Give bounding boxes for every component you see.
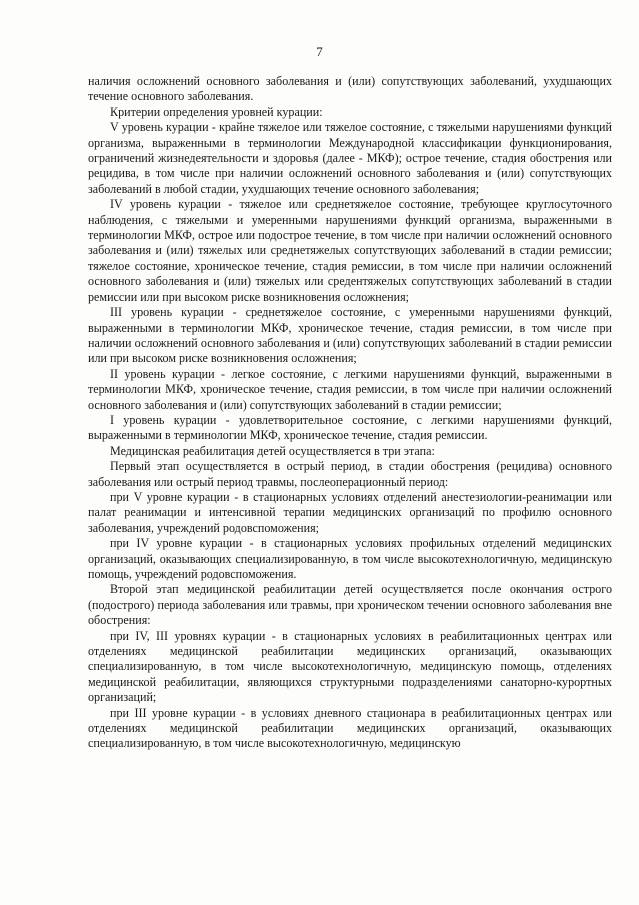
paragraph-second-stage: Второй этап медицинской реабилитации детей осуществляется после окончания острого (подострого) периода заболевания или травмы, при хроническом течении основного заболевания вне обострения: — [88, 582, 612, 628]
paragraph-second-stage-level-3: при III уровне курации - в условиях дневного стационара в реабилитационных центрах или отделениях медицинской реабилитации медицинских организаций, оказывающих специализированную, в том числе высокотехнологичную, медицинскую — [88, 705, 612, 751]
paragraph-second-stage-levels-4-3: при IV, III уровнях курации - в стационарных условиях в реабилитационных центрах или отделениях медицинской реабилитации медицинских организаций, оказывающих специализированную, в том числе высокотехнологичную, медицинскую помощь, отделениях медицинской реабилитации, являющихся структурными подразделениями санаторно-курортных организаций; — [88, 628, 612, 705]
paragraph-level-3: III уровень курации - среднетяжелое состояние, с умеренными нарушениями функций, выраженными в терминологии МКФ, хроническое течение, стадия ремиссии, в том числе при наличии осложнений основного заболевания и (или) сопутствующих заболеваний в стадии ремиссии или при высоком риске возникновения осложнения; — [88, 305, 612, 366]
paragraph-three-stages: Медицинская реабилитация детей осуществляется в три этапа: — [110, 443, 435, 458]
page-number: 7 — [316, 44, 323, 59]
paragraph-level-4: IV уровень курации - тяжелое или среднетяжелое состояние, требующее круглосуточного наблюдения, с тяжелыми и умеренными нарушениями функций организма, выраженными в терминологии МКФ, острое или подострое течение, в том числе при наличии осложнений основного заболевания и (или) тяжелых или среднетяжелых сопутствующих заболеваний в стадии ремиссии; тяжелое состояние, хроническое течение, стадия ремиссии, в том числе при наличии осложнений основного заболевания и (или) тяжелых или средентяжелых сопутствующих заболеваний в стадии ремиссии или при высоком риске возникновения осложнения; — [88, 197, 612, 304]
paragraph-level-2: II уровень курации - легкое состояние, с легкими нарушениями функций, выраженными в терминологии МКФ, хроническое течение, стадия ремиссии, в том числе при наличии осложнений основного заболевания и (или) сопутствующих заболеваний в стадии ремиссии; — [88, 366, 612, 412]
paragraph-continuation: наличия осложнений основного заболевания и (или) сопутствующих заболеваний, ухудшающих течение основного заболевания. — [88, 74, 612, 104]
paragraph-level-1: I уровень курации - удовлетворительное состояние, с легкими нарушениями функций, выраженными в терминологии МКФ, хроническое течение, стадия ремиссии. — [88, 412, 612, 443]
paragraph-criteria-heading: Критерии определения уровней курации: — [110, 104, 323, 119]
body-text — [88, 74, 612, 752]
paragraph-first-stage-level-5: при V уровне курации - в стационарных условиях отделений анестезиологии-реанимации или палат реанимации и интенсивной терапии медицинских организаций по профилю основного заболевания, учреждений родовспоможения; — [88, 489, 612, 535]
paragraph-first-stage-level-4: при IV уровне курации - в стационарных условиях профильных отделений медицинских организаций, оказывающих специализированную, в том числе высокотехнологичную, медицинскую помощь, учреждений родовспоможения. — [88, 536, 612, 581]
paragraph-level-5: V уровень курации - крайне тяжелое или тяжелое состояние, с тяжелыми нарушениями функций организма, выраженными в терминологии Международной классификации функционирования, ограничений жизнедеятельности и здоровья (далее - МКФ); острое течение, стадия обострения или рецидива, в том числе при наличии осложнений основного заболевания и (или) сопутствующих заболеваний в любой стадии, ухудшающих течение основного заболевания; — [88, 120, 612, 196]
paragraph-first-stage: Первый этап осуществляется в острый период, в стадии обострения (рецидива) основного заболевания или острый период травмы, послеоперационный период: — [88, 459, 612, 489]
